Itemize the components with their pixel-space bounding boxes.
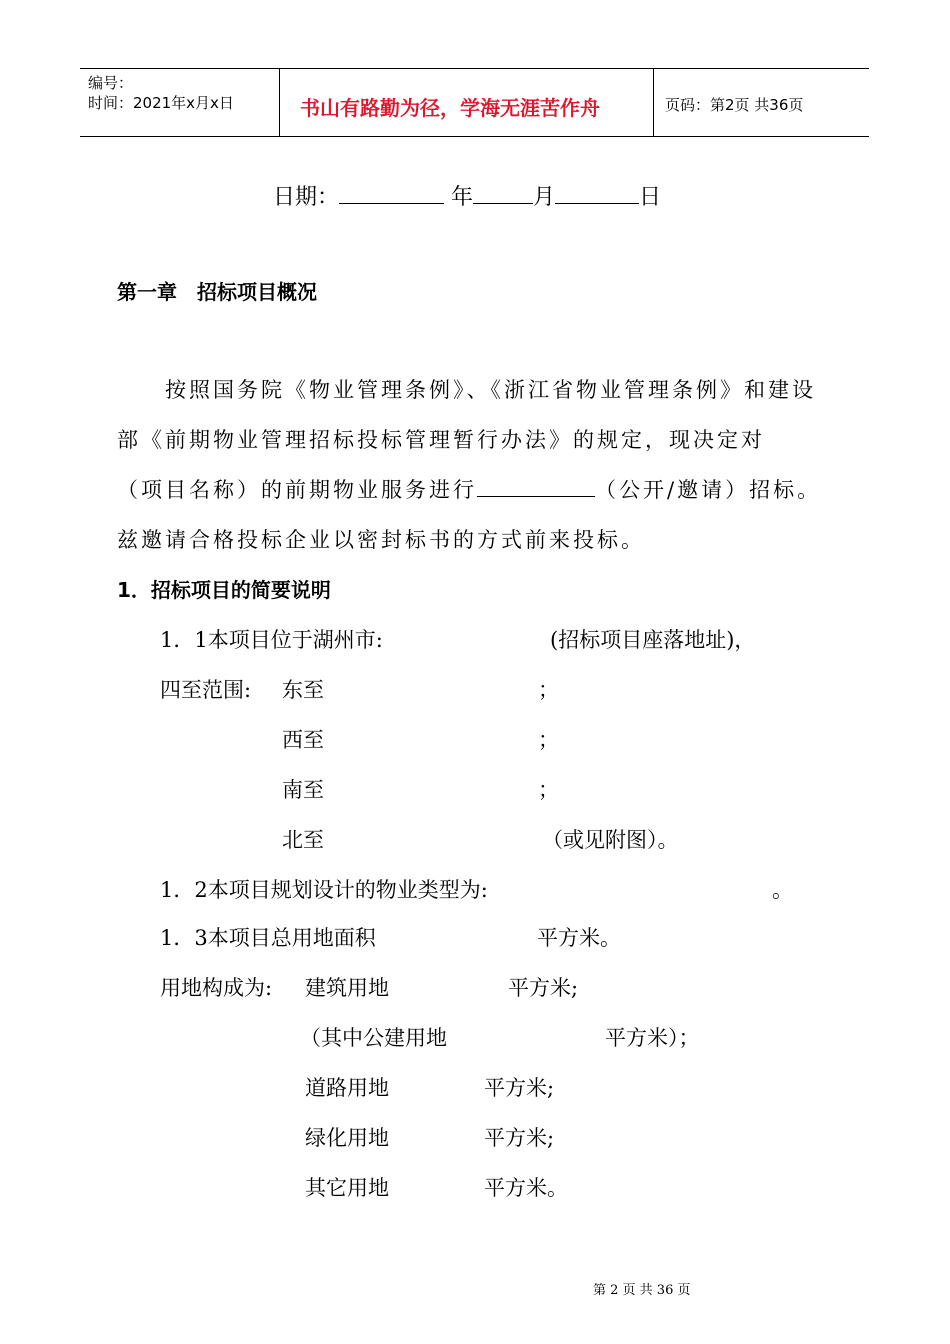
land-use-building: 建筑用地: [305, 976, 389, 1000]
item-1-2-label: 1．2本项目规划设计的物业类型为:: [160, 878, 488, 902]
intro-blank: [477, 476, 595, 497]
land-use-road: 道路用地: [305, 1076, 389, 1100]
item-1-2-end: 。: [772, 878, 793, 902]
intro-line-3-b: （公开/邀请）招标。: [595, 478, 822, 502]
date-year: 年: [451, 185, 474, 210]
item-1-1-label: 1．1本项目位于湖州市:: [160, 628, 383, 652]
header-bottom-border: [80, 136, 869, 137]
date-line: [273, 180, 661, 211]
header-top-border: [80, 68, 869, 69]
intro-line-2: 部《前期物业管理招标投标管理暂行办法》的规定，现决定对: [117, 428, 765, 452]
header-time-label: 时间：2021年x月x日: [88, 94, 234, 112]
land-use-public: （其中公建用地: [300, 1026, 447, 1050]
bounds-south: 南至: [282, 778, 324, 802]
intro-line-1: 按照国务院《物业管理条例》、《浙江省物业管理条例》和建设: [165, 378, 816, 402]
land-use-green: 绿化用地: [305, 1126, 389, 1150]
date-blank-2: [473, 183, 533, 204]
page-footer: 第 2 页 共 36 页: [593, 1283, 691, 1298]
land-use-road-unit: 平方米;: [484, 1076, 555, 1100]
header-page-info: 页码：第2页 共36页: [665, 96, 804, 114]
bounds-south-semicolon: ；: [538, 778, 559, 802]
land-use-other: 其它用地: [305, 1176, 389, 1200]
intro-line-4: 兹邀请合格投标企业以密封标书的方式前来投标。: [117, 528, 645, 552]
item-1-3-unit: 平方米。: [537, 926, 621, 950]
bounds-north-note: （或见附图）。: [542, 828, 679, 852]
date-blank-1: [339, 183, 444, 204]
bounds-label: 四至范围:: [160, 678, 252, 702]
land-use-green-unit: 平方米;: [484, 1126, 555, 1150]
header-number-label: 编号：: [88, 74, 134, 92]
chapter-title: 第一章 招标项目概况: [117, 280, 317, 304]
land-use-public-unit: 平方米）；: [605, 1026, 700, 1050]
date-day: 日: [639, 185, 662, 210]
bounds-west-semicolon: ；: [538, 728, 559, 752]
item-1-3-label: 1．3本项目总用地面积: [160, 926, 376, 950]
item-1-1-note: (招标项目座落地址)，: [550, 628, 756, 652]
date-label: 日期：: [273, 185, 340, 210]
bounds-west: 西至: [282, 728, 324, 752]
date-blank-3: [555, 183, 639, 204]
land-use-label: 用地构成为:: [160, 976, 273, 1000]
bounds-east-semicolon: ；: [538, 678, 559, 702]
header-divider-left: [279, 68, 280, 136]
intro-line-3: [117, 474, 821, 504]
header-motto: 书山有路勤为径，学海无涯苦作舟: [300, 96, 600, 120]
section-1-title: 1．招标项目的简要说明: [117, 578, 331, 602]
land-use-other-unit: 平方米。: [484, 1176, 568, 1200]
land-use-building-unit: 平方米;: [508, 976, 579, 1000]
bounds-north: 北至: [282, 828, 324, 852]
bounds-east: 东至: [282, 678, 324, 702]
intro-line-3-a: （项目名称）的前期物业服务进行: [117, 478, 477, 502]
date-month: 月: [533, 185, 556, 210]
header-divider-right: [653, 68, 654, 136]
